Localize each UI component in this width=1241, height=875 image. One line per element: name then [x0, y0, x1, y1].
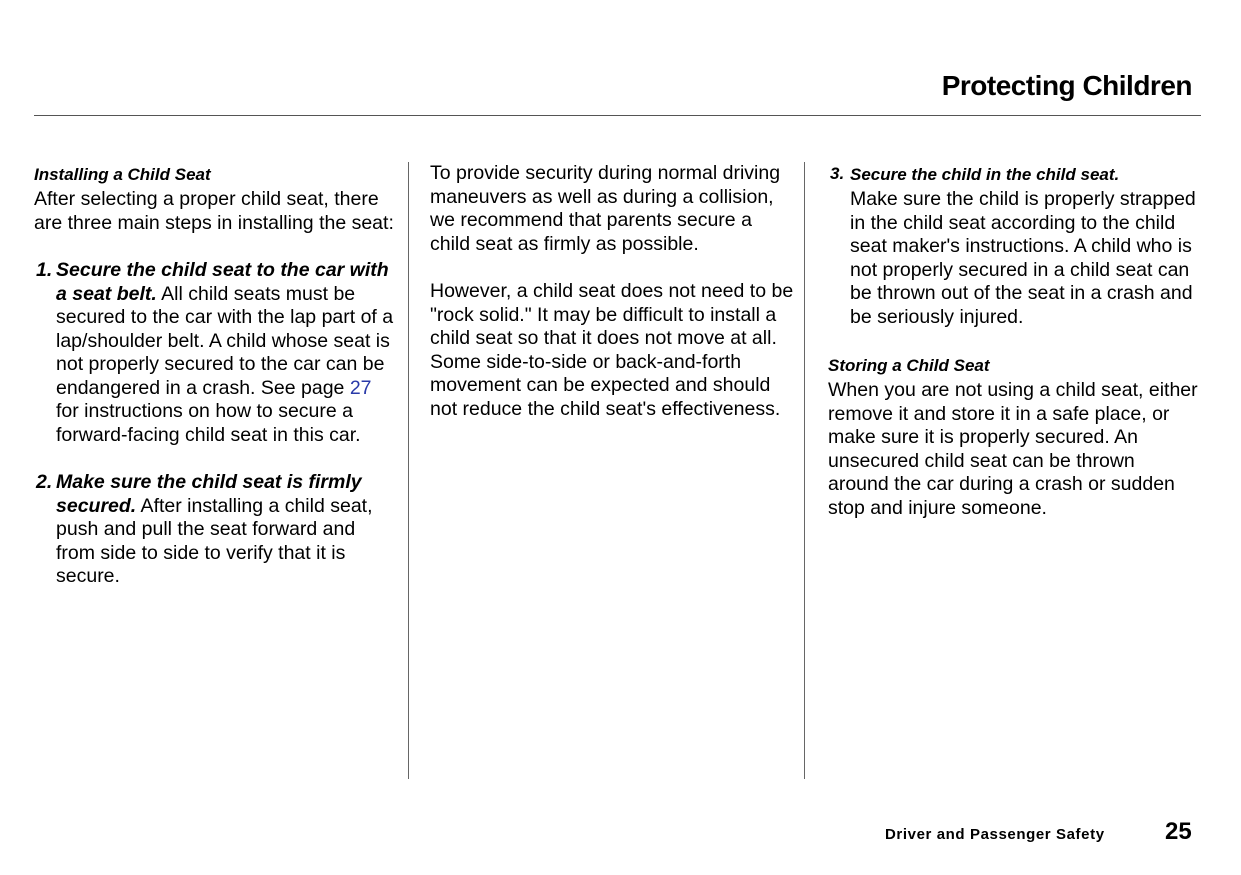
step-3-heading: Secure the child in the child seat. — [850, 165, 1120, 184]
step-2-number: 2. — [36, 471, 53, 493]
storing-body: When you are not using a child seat, either remove it and store it in a safe place, or make sure it is properly secured. An unsecured child seat can be thrown around the car during a crash or sudden stop and injure someone. — [828, 379, 1198, 519]
page-27-link[interactable]: 27 — [349, 376, 372, 399]
step-3-body: Make sure the child is properly strapped in the child seat according to the child seat maker's instructions. A child who is not properly secured in a child seat can be thrown out of the seat in a crash and be seriously injured. — [850, 188, 1196, 328]
step-1-number: 1. — [36, 259, 53, 281]
footer-section-title: Driver and Passenger Safety — [885, 826, 1105, 843]
installing-subhead: Installing a Child Seat — [34, 165, 211, 184]
step-1-heading: Secure the child seat to the car with a seat belt. — [56, 259, 389, 305]
step-3 — [828, 162, 1200, 329]
step-1-body-before-link: All child seats must be secured to the car with the lap part of a lap/shoulder belt. A child whose seat is not properly secured to the car can be endangered in a crash. See page — [56, 282, 394, 399]
rock-solid-paragraph: However, a child seat does not need to be "rock solid." It may be difficult to install a child seat so that it does not move at all. Some side-to-side or back-and-forth movement can be expected and should not reduce the child seat's effectiveness. — [430, 280, 794, 420]
step-2-heading: Make sure the child seat is firmly secured. — [56, 471, 362, 517]
column-right — [828, 162, 1200, 520]
page-number: 25 — [1165, 818, 1192, 845]
step-2-body: After installing a child seat, push and pull the seat forward and from side to side to verify that it is secure. — [56, 494, 373, 587]
step-2 — [34, 471, 399, 589]
page-title: Protecting Children — [941, 70, 1192, 101]
storing-subhead: Storing a Child Seat — [828, 356, 990, 375]
title-rule — [34, 115, 1201, 116]
column-middle — [430, 162, 795, 421]
column-divider-left — [408, 162, 409, 779]
step-1 — [34, 259, 399, 447]
column-divider-right — [804, 162, 805, 779]
installing-intro: After selecting a proper child seat, there are three main steps in installing the seat: — [34, 188, 394, 234]
column-left — [34, 162, 399, 589]
step-1-body-after-link: for instructions on how to secure a forward-facing child seat in this car. — [56, 400, 361, 446]
step-3-number: 3. — [830, 164, 845, 183]
security-paragraph: To provide security during normal driving maneuvers as well as during a collision, we recommend that parents secure a child seat as firmly as possible. — [430, 162, 781, 255]
